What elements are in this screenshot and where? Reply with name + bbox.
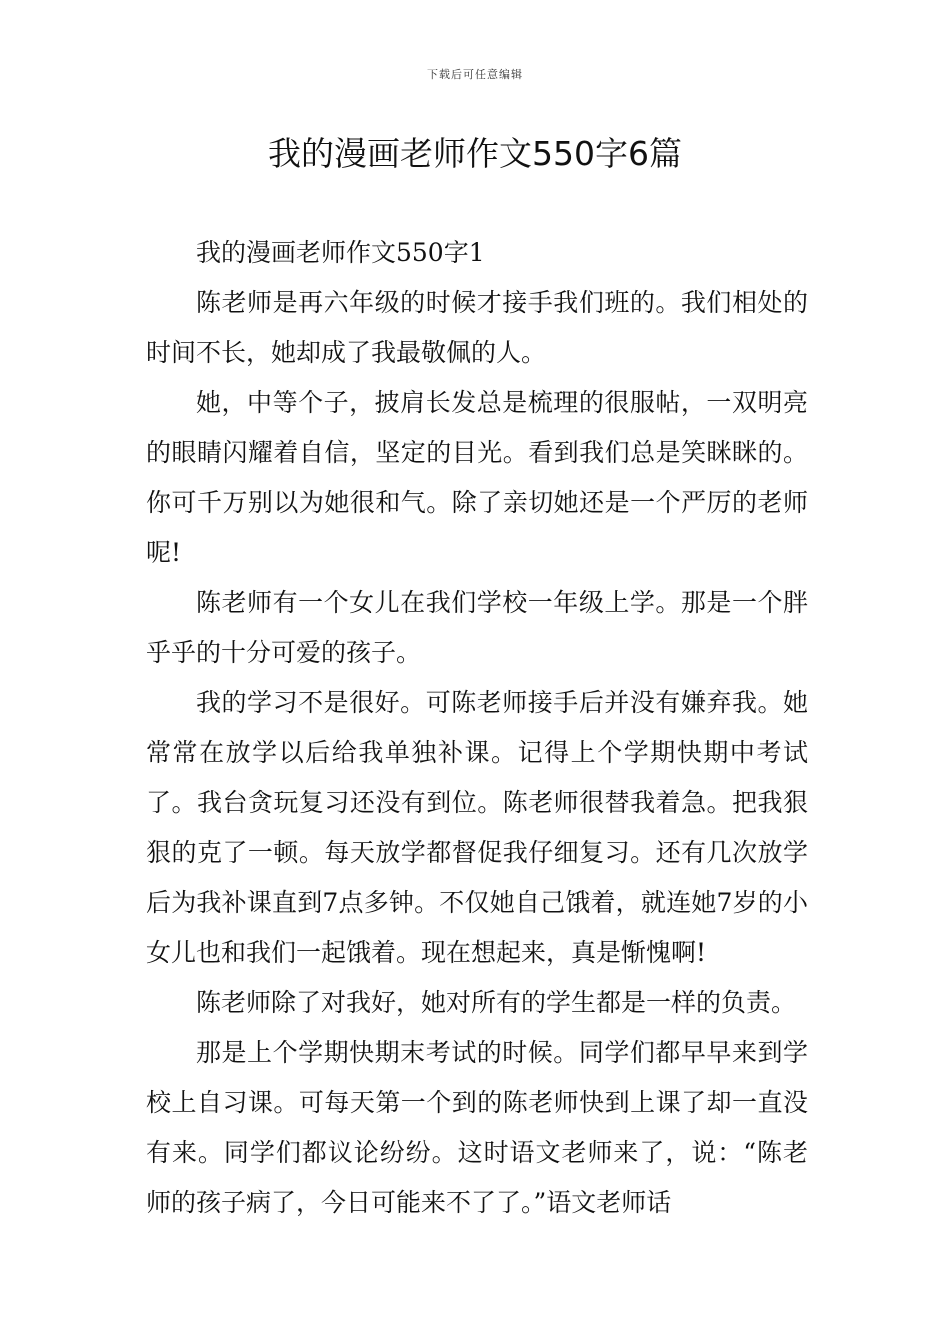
document-body	[146, 228, 808, 1228]
paragraph: 那是上个学期快期末考试的时候。同学们都早早来到学校上自习课。可每天第一个到的陈老师快到上课了却一直没有来。同学们都议论纷纷。这时语文老师来了，说：“陈老师的孩子病了，今日可能来不了了。”语文老师话	[146, 1038, 808, 1217]
paragraph: 陈老师是再六年级的时候才接手我们班的。我们相处的时间不长，她却成了我最敬佩的人。	[146, 288, 808, 367]
subtitle-paragraph: 我的漫画老师作文550字1	[196, 238, 485, 267]
paragraph: 我的学习不是很好。可陈老师接手后并没有嫌弃我。她常常在放学以后给我单独补课。记得上个学期快期中考试了。我台贪玩复习还没有到位。陈老师很替我着急。把我狠狠的克了一顿。每天放学都督促我仔细复习。还有几次放学后为我补课直到7点多钟。不仅她自己饿着，就连她7岁的小女儿也和我们一起饿着。现在想起来，真是惭愧啊!	[146, 688, 808, 967]
paragraph: 陈老师除了对我好，她对所有的学生都是一样的负责。	[196, 988, 797, 1017]
paragraph: 陈老师有一个女儿在我们学校一年级上学。那是一个胖乎乎的十分可爱的孩子。	[146, 588, 808, 667]
document-title: 我的漫画老师作文550字6篇	[268, 134, 682, 173]
header-note: 下载后可任意编辑	[427, 68, 523, 81]
paragraph: 她，中等个子，披肩长发总是梳理的很服帖，一双明亮的眼睛闪耀着自信，坚定的目光。看到我们总是笑眯眯的。你可千万别以为她很和气。除了亲切她还是一个严厉的老师呢!	[146, 388, 808, 567]
